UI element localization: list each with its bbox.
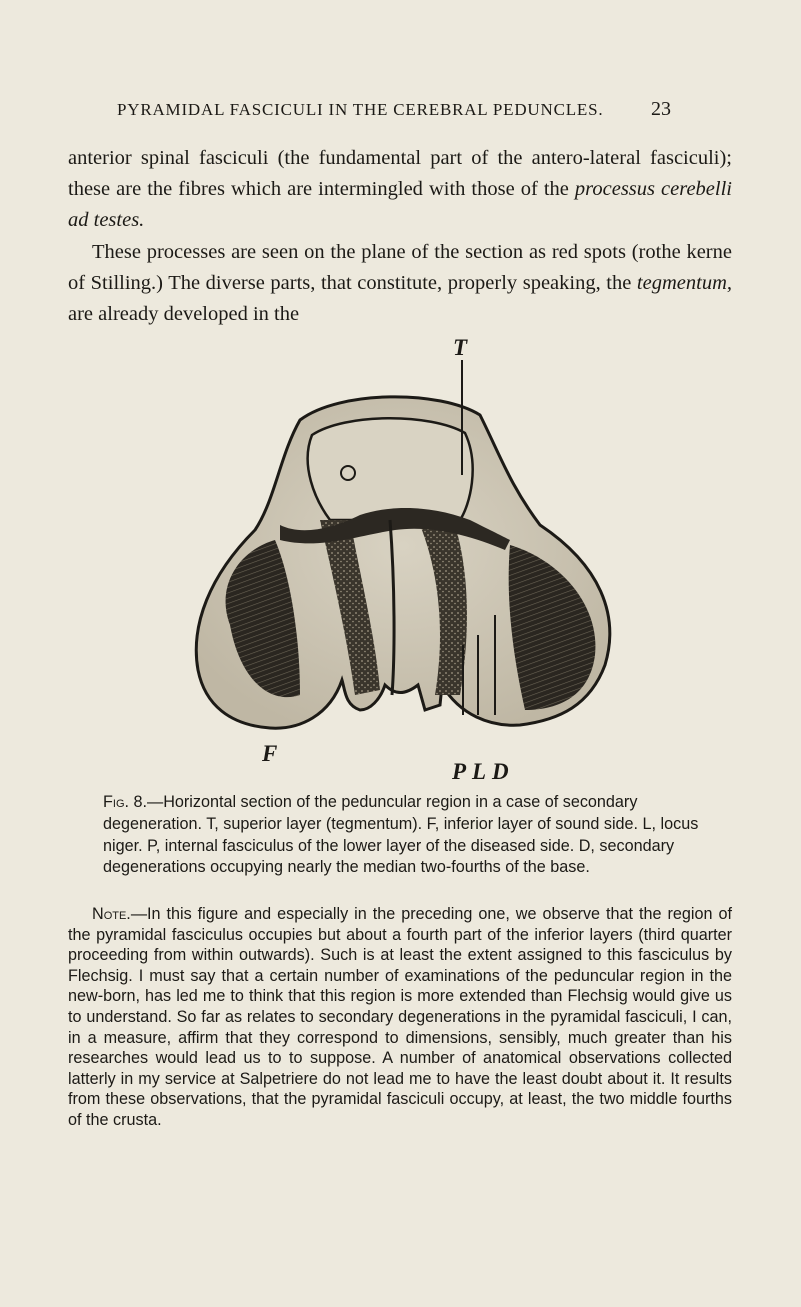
label-l: L — [472, 759, 487, 784]
peduncle-section-illustration — [0, 335, 801, 795]
note-label: Note. — [92, 905, 131, 923]
note-text: —In this figure and especially in the preceding one, we observe that the region of the pyramidal fasciculus occupies but about a fourth part of the inferior layers (third quarter proceeding from within outwards). Such is at least the extent assigned to this fasciculus by Flechsig. I must say that a certain number of examinations of the peduncular region in the new-born, has led me to think that this region is more extended than Flechsig would give us to understand. So far as relates to secondary degenerations in the pyramidal fasciculi, I can, in a measure, affirm that they correspond to dimensions, sensibly, much greater than his researches would lead us to to suppose. A number of anatomical observations collected latterly in my service at Salpetriere do not lead me to have the least doubt about it. It results from these observations, that the pyramidal fasciculi occupy, at least, the two middle fourths of the crusta. — [68, 905, 732, 1129]
body-text — [68, 143, 732, 330]
label-p: P — [452, 759, 467, 784]
paragraph-2 — [68, 237, 732, 331]
paragraph-2-italic: tegmentum, — [636, 271, 732, 294]
note-paragraph — [68, 904, 732, 1131]
tegmentum-region — [308, 418, 473, 520]
figure-8 — [0, 335, 801, 795]
figure-caption — [103, 792, 715, 879]
paragraph-1 — [68, 143, 732, 237]
label-f: F — [262, 741, 278, 766]
label-t: T — [453, 335, 468, 360]
caption-prefix: Fig. 8. — [103, 793, 147, 811]
page-number: 23 — [651, 98, 671, 120]
paragraph-1-italic: processus cerebelli ad testes. — [68, 178, 732, 232]
running-title: PYRAMIDAL FASCICULI IN THE CEREBRAL PEDUNCLES. — [117, 100, 604, 119]
running-head — [117, 100, 671, 120]
paragraph-2-tail: are already developed in the — [68, 303, 300, 326]
paragraph-1-text: anterior spinal fasciculi (the fundamental part of the antero-lateral fasciculi); these are the fibres which are intermingled with those of the — [68, 147, 732, 201]
label-d: D — [492, 759, 509, 784]
caption-text: —Horizontal section of the peduncular region in a case of secondary degeneration. T, superior layer (tegmentum). F, inferior layer of sound side. L, locus niger. P, internal fasciculus of the lower layer of the diseased side. D, secondary degenerations occupying nearly the median two-fourths of the base. — [103, 793, 699, 877]
paragraph-2-text: These processes are seen on the plane of the section as red spots (rothe kerne of Stilling.) The diverse parts, that constitute, properly speaking, the — [68, 240, 732, 294]
